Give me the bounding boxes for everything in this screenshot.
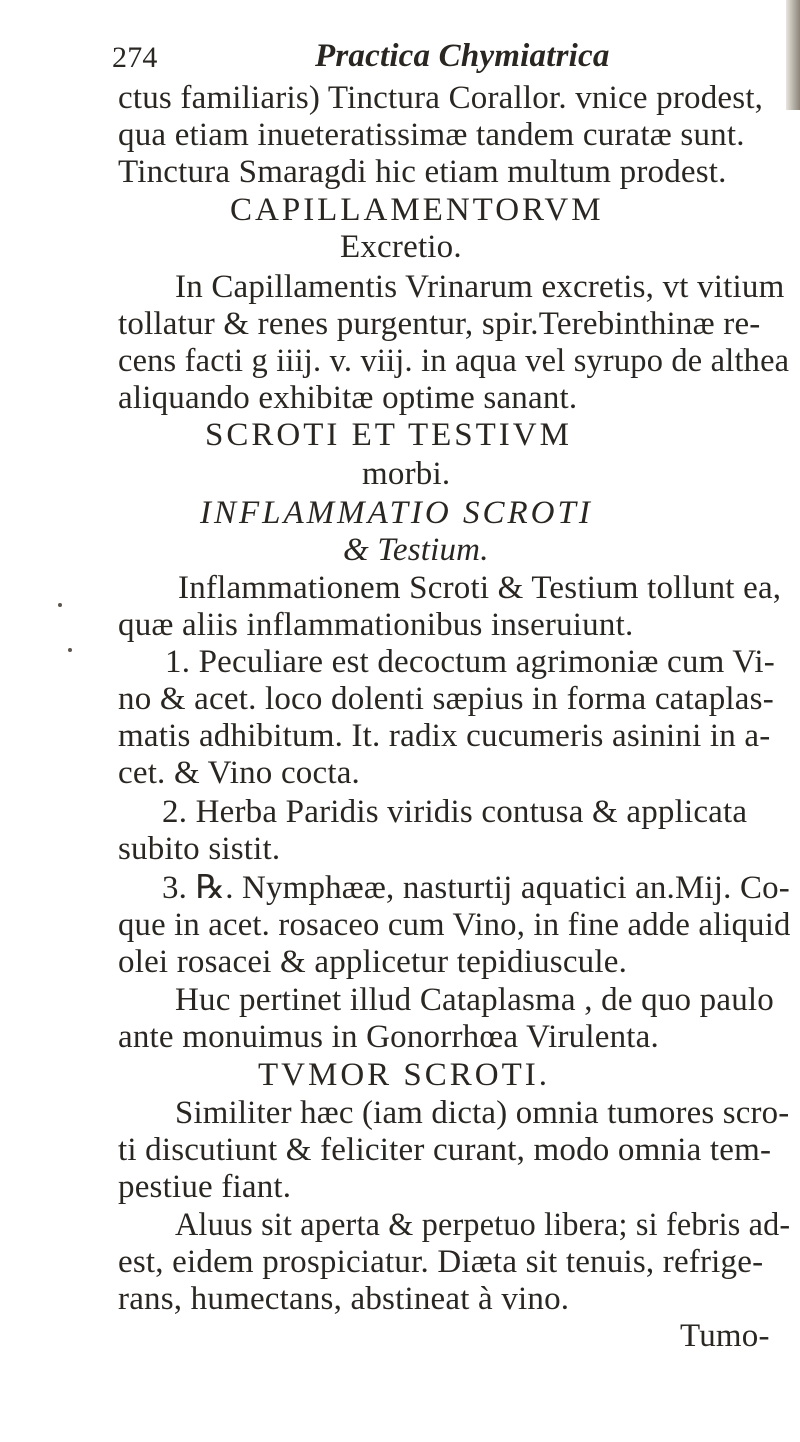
text-line: no & acet. loco dolenti sæpius in forma cataplas-: [118, 681, 774, 717]
section-heading: SCROTI ET TESTIVM: [205, 417, 572, 453]
section-subheading: Excretio.: [340, 229, 462, 265]
section-subheading: morbi.: [362, 456, 451, 492]
page-edge-shadow: [786, 0, 800, 110]
text-line: est, eidem prospiciatur. Diæta sit tenuis, refrige-: [118, 1244, 764, 1280]
text-line: Inflammationem Scroti & Testium tollunt ea,: [178, 570, 782, 606]
text-line: aliquando exhibitæ optime sanant.: [118, 380, 578, 416]
text-line: quæ aliis inflammationibus inseruiunt.: [118, 607, 634, 643]
page-number: 274: [112, 41, 158, 74]
text-line: olei rosacei & applicetur tepidiuscule.: [118, 944, 628, 980]
section-heading: CAPILLAMENTORVM: [230, 192, 604, 228]
text-line: Similiter hæc (iam dicta) omnia tumores scro-: [175, 1095, 790, 1131]
text-line: In Capillamentis Vrinarum excretis, vt vitium: [175, 269, 785, 305]
text-line: tollatur & renes purgentur, spir.Terebinthinæ re-: [118, 306, 761, 342]
catchword: Tumo-: [680, 1318, 770, 1354]
text-line: qua etiam inueteratissimæ tandem curatæ sunt.: [118, 117, 745, 153]
text-line: ante monuimus in Gonorrhœa Virulenta.: [118, 1019, 659, 1055]
running-title: Practica Chymiatrica: [315, 38, 610, 74]
text-line: ti discutiunt & feliciter curant, modo omnia tem-: [118, 1132, 772, 1168]
text-line: matis adhibitum. It. radix cucumeris asinini in a-: [118, 718, 771, 754]
section-heading: INFLAMMATIO SCROTI: [200, 495, 593, 531]
ink-speck: [58, 603, 62, 607]
text-line: rans, humectans, abstineat à vino.: [118, 1281, 570, 1317]
text-line: Aluus sit aperta & perpetuo libera; si febris ad-: [175, 1207, 791, 1243]
section-heading: TVMOR SCROTI.: [258, 1057, 551, 1093]
text-line: Tinctura Smaragdi hic etiam multum prodest.: [118, 154, 727, 190]
text-line: pestiue fiant.: [118, 1169, 292, 1205]
text-line: cens facti g iiij. v. viij. in aqua vel syrupo de althea: [118, 343, 790, 379]
section-subheading: & Testium.: [343, 532, 489, 568]
text-line: cet. & Vino cocta.: [118, 755, 361, 791]
text-line: 3. ℞. Nymphææ, nasturtij aquatici an.Mij. Co-: [162, 870, 790, 906]
text-line: que in acet. rosaceo cum Vino, in fine adde aliquid: [118, 907, 791, 943]
text-line: Huc pertinet illud Cataplasma , de quo paulo: [175, 982, 774, 1018]
text-line: 1. Peculiare est decoctum agrimoniæ cum Vi-: [165, 644, 775, 680]
text-line: subito sistit.: [118, 831, 281, 867]
text-line: ctus familiaris) Tinctura Corallor. vnice prodest,: [118, 80, 764, 116]
ink-speck: [68, 648, 72, 652]
text-line: 2. Herba Paridis viridis contusa & applicata: [162, 794, 748, 830]
